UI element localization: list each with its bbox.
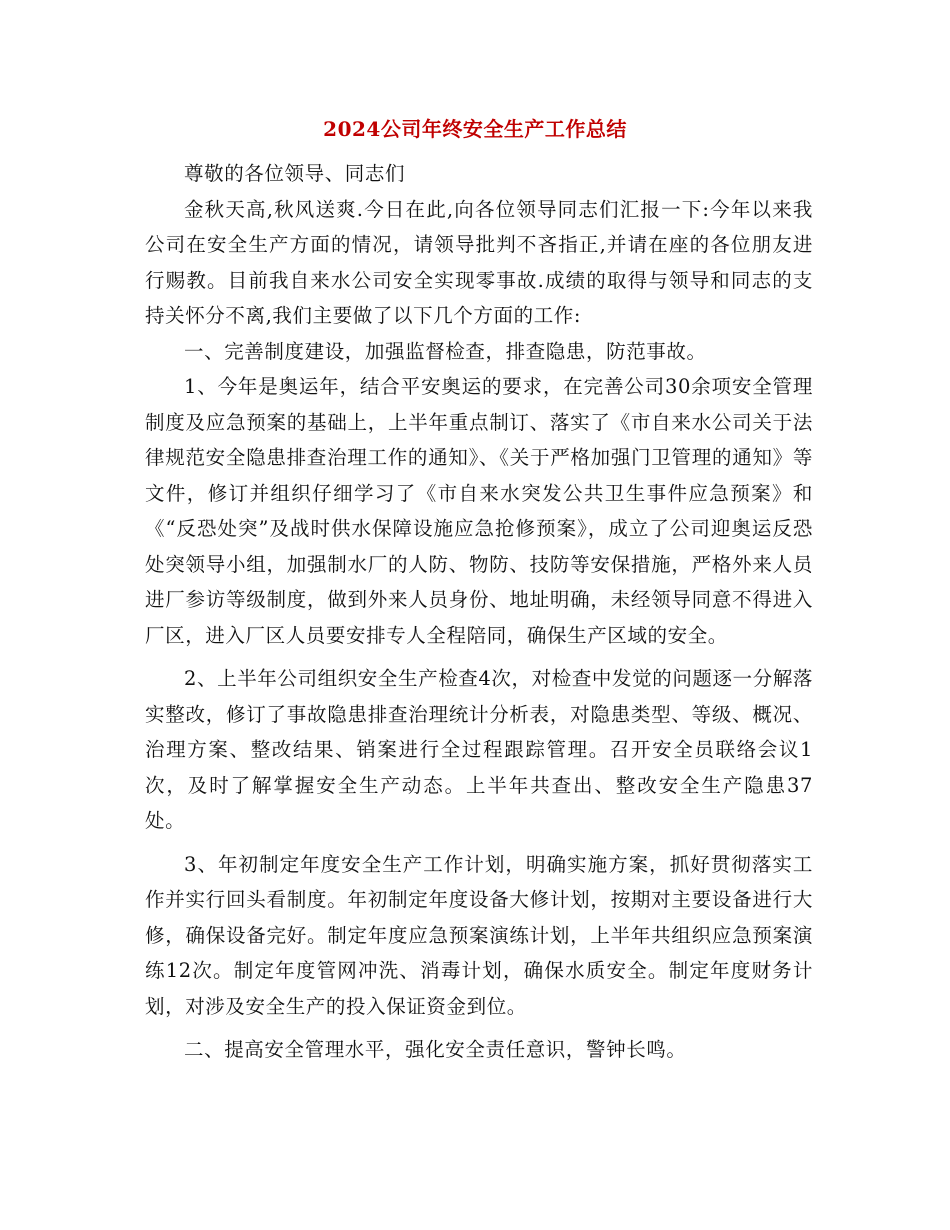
item-paragraph-1: 1、今年是奥运年，结合平安奥运的要求，在完善公司30余项安全管理制度及应急预案的基础上，上半年重点制订、落实了《市自来水公司关于法律规范安全隐患排查治理工作的通知》、《关于严格加强门卫管理的通知》等文件，修订并组织仔细学习了《市自来水突发公共卫生事件应急预案》和《“反恐处突”及战时供水保障设施应急抢修预案》，成立了公司迎奥运反恐处突领导小组，加强制水厂的人防、物防、技防等安保措施，严格外来人员进厂参访等级制度，做到外来人员身份、地址明确，未经领导同意不得进入厂区，进入厂区人员要安排专人全程陪同，确保生产区域的安全。 [145,375,813,647]
salutation: 尊敬的各位领导、同志们 [184,162,406,185]
item-paragraph-2: 2、上半年公司组织安全生产检查4次，对检查中发觉的问题逐一分解落实整改，修订了事故隐患排查治理统计分析表，对隐患类型、等级、概况、治理方案、整改结果、销案进行全过程跟踪管理。召开安全员联络会议1次，及时了解掌握安全生产动态。上半年共查出、整改安全生产隐患37处。 [145,667,814,832]
intro-paragraph: 金秋天高,秋风送爽.今日在此,向各位领导同志们汇报一下:今年以来我公司在安全生产方面的情况，请领导批判不吝指正,并请在座的各位朋友进行赐教。目前我自来水公司安全实现零事故.成绩的取得与领导和同志的支持关怀分不离,我们主要做了以下几个方面的工作: [145,197,813,327]
section-heading-1: 一、完善制度建设，加强监督检查，排查隐患，防范事故。 [184,339,707,363]
document-body [145,156,813,1068]
document-title: 2024公司年终安全生产工作总结 [323,117,627,141]
item-paragraph-3: 3、年初制定年度安全生产工作计划，明确实施方案，抓好贯彻落实工作并实行回头看制度。年初制定年度设备大修计划，按期对主要设备进行大修，确保设备完好。制定年度应急预案演练计划，上半年共组织应急预案演练12次。制定年度管网冲洗、消毒计划，确保水质安全。制定年度财务计划，对涉及安全生产的投入保证资金到位。 [145,852,813,1018]
section-heading-2: 二、提高安全管理水平，强化安全责任意识，警钟长鸣。 [184,1038,687,1061]
